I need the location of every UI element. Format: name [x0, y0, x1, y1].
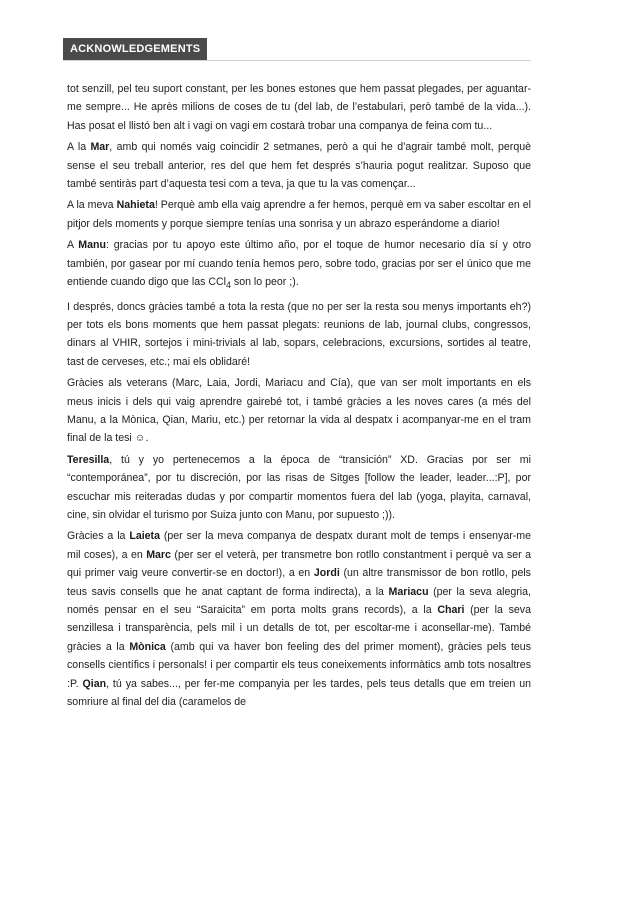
text-run: I després, doncs gràcies també a tota la resta (que no per ser la resta sou menys importants eh?) per tots els bons moments que hem passat plegats: reunions de lab, journal clubs, congressos, dinars al VHIR, sortejos i mini-trivials al lab, sopars, celebracions, excursions, sortides al teatre, tast de cerveses, etc.; mai els oblidaré! [67, 300, 531, 368]
bold-name: Teresilla [67, 453, 110, 466]
bold-name: Mariacu [388, 585, 429, 598]
text-run: : gracias por tu apoyo este último año, por el toque de humor necesario día sí y otro también, por gasear por mí cuando tenía hemos pero, sobre todo, gracias por ser el único que me entiende cuando digo que las CCl [67, 239, 531, 289]
text-run: (amb qui va haver bon feeling des del primer moment), gràcies pels teus consells científics i personals! i per compartir els teus coneixements informàtics amb tots nosaltres :P. [67, 640, 531, 690]
text-run: Gràcies als veterans (Marc, Laia, Jordi, Mariacu and Cía), que van ser molt importants en els meus inicis i dels qui vaig aprendre gairebé tot, i també gràcies a les noves cares (a més del Manu, a la Mònica, Qian, Mariu, etc.) per retornar la vida al despatx i acompanyar-me en el tram final de la tesi ☺. [67, 377, 531, 445]
bold-name: Nahieta [116, 199, 155, 212]
bold-name: Qian [82, 677, 107, 690]
subscript: 4 [226, 280, 231, 291]
text-run: , tú ya sabes..., per fer-me companyia per les tardes, pels teus detalls que em treien un somriure al final del dia (caramelos de [67, 677, 531, 709]
bold-name: Marc [146, 548, 171, 561]
text-run: (per la seva senzillesa i transparència, pels mil i un detalls de tot, per escoltar-me i aconsellar-me). També gràcies a la [67, 604, 531, 653]
text-run: A la [67, 141, 91, 154]
text-run: son lo peor ;). [230, 276, 299, 289]
bold-name: Chari [437, 604, 465, 617]
paragraph [67, 138, 531, 193]
paragraph [67, 80, 531, 135]
bold-name: Manu [78, 239, 106, 252]
paragraph [67, 298, 531, 372]
bold-name: Jordi [313, 567, 340, 580]
text-run: ! Perquè amb ella vaig aprendre a fer hemos, perquè em va saber escoltar en el pitjor dels moments y porque siempre tenías una sonrisa y un abrazo esperándome a diario! [67, 199, 531, 230]
text-run: , tú y yo pertenecemos a la época de “transición” XD. Gracias por ser mi “contemporánea”, por tu discreción, por las risas de Sitges [follow the leader, leader...:P], por escuchar mis reiteradas dudas y por compartir momentos fuera del lab (yoga, playita, carnaval, cine, sin olvidar el turismo por Suiza junto con Manu, por supuesto ;)). [67, 453, 531, 522]
text-run: (per ser el veterà, per transmetre bon rotllo constantment i perquè va ser a qui primer vaig veure convertir-se en doctor!), a en [67, 548, 531, 580]
text-run: (un altre transmissor de bon rotllo, pels teus savis consells que he anat captant de forma indirecta), a la [67, 567, 531, 598]
text-run: , amb qui només vaig coincidir 2 setmanes, però a qui he d’agrair també molt, perquè sense el seu treball anterior, res del que hem fet després s’hauria pogut realitzar. Suposo que també sentiràs part d’aquesta tesi com a teva, ja que tu la vas començar... [67, 141, 531, 191]
bold-name: Mònica [129, 640, 166, 653]
paragraph [67, 451, 531, 525]
bold-name: Mar [90, 141, 110, 154]
section-header: ACKNOWLEDGEMENTS [63, 38, 207, 60]
text-run: tot senzill, pel teu suport constant, per les bones estones que hem passat plegades, per aguantar-me sempre... He après milions de coses de tu (del lab, de l’estabulari, però també de la vida...). Has posat el llistó ben alt i vagi on vagi em costarà trobar una companya de feina com tu... [67, 83, 531, 132]
paragraph [67, 374, 531, 448]
text-run: A [67, 239, 79, 252]
paragraph [67, 196, 531, 233]
text-run: A la meva [67, 199, 117, 212]
header-divider [63, 60, 531, 61]
text-run: Gràcies a la [67, 530, 130, 543]
text-run: (per la seva alegria, només pensar en el seu “Saraicita” em porta molts grans records), a la [67, 585, 531, 617]
document-body [67, 80, 531, 715]
text-run: (per ser la meva companya de despatx durant molt de temps i ensenyar-me mil coses), a en [67, 530, 531, 561]
paragraph [67, 236, 531, 294]
paragraph [67, 527, 531, 711]
bold-name: Laieta [129, 530, 160, 543]
